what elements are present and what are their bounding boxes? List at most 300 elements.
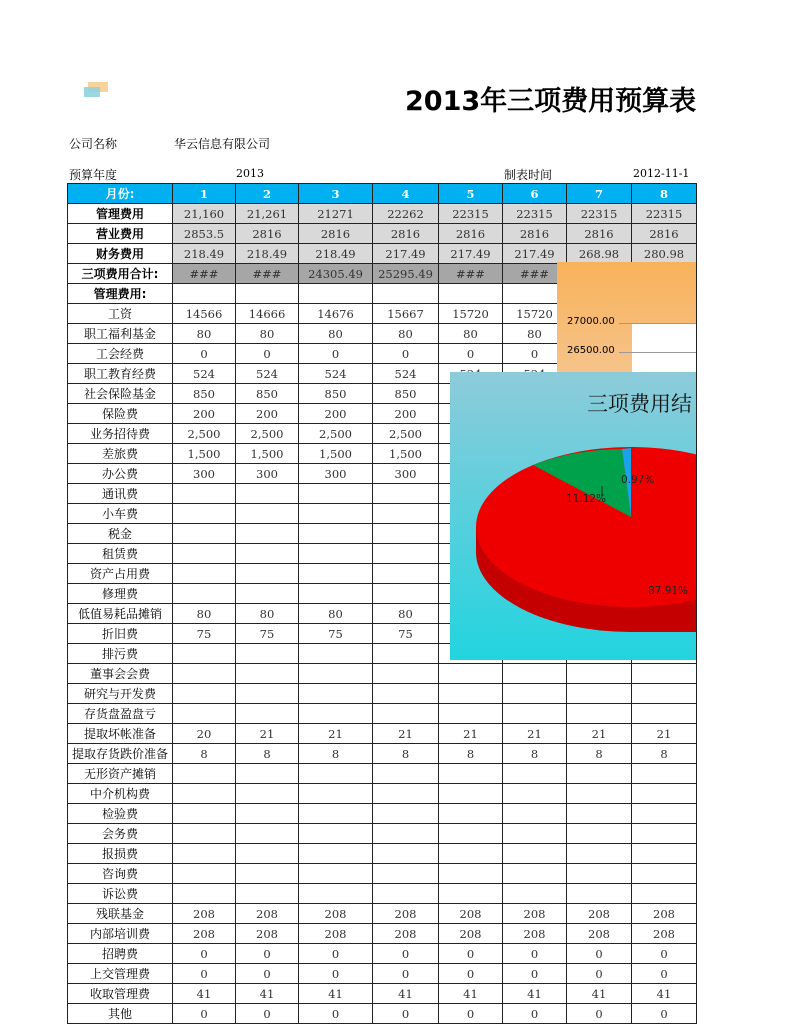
- cell[interactable]: [236, 684, 299, 704]
- cell[interactable]: 217.49: [503, 244, 567, 264]
- cell[interactable]: 2816: [439, 224, 503, 244]
- row-label[interactable]: 社会保险基金: [68, 384, 173, 404]
- cell[interactable]: 41: [236, 984, 299, 1004]
- row-label[interactable]: 资产占用费: [68, 564, 173, 584]
- cell[interactable]: [632, 764, 697, 784]
- cell[interactable]: [236, 844, 299, 864]
- cell[interactable]: [236, 544, 299, 564]
- cell[interactable]: 2816: [236, 224, 299, 244]
- row-label[interactable]: 修理费: [68, 584, 173, 604]
- cell[interactable]: 200: [373, 404, 439, 424]
- cell[interactable]: [567, 784, 632, 804]
- row-label[interactable]: 研究与开发费: [68, 684, 173, 704]
- cell[interactable]: 14676: [299, 304, 373, 324]
- cell[interactable]: 80: [439, 324, 503, 344]
- cell[interactable]: 80: [173, 324, 236, 344]
- cell[interactable]: 21: [236, 724, 299, 744]
- cell[interactable]: 2: [236, 184, 299, 204]
- row-label[interactable]: 排污费: [68, 644, 173, 664]
- cell[interactable]: 21: [373, 724, 439, 744]
- cell[interactable]: 8: [299, 744, 373, 764]
- cell[interactable]: [567, 704, 632, 724]
- cell[interactable]: 208: [236, 924, 299, 944]
- cell[interactable]: [632, 804, 697, 824]
- cell[interactable]: 75: [373, 624, 439, 644]
- cell[interactable]: [632, 844, 697, 864]
- cell[interactable]: 300: [173, 464, 236, 484]
- cell[interactable]: 208: [373, 924, 439, 944]
- year-value[interactable]: 2013: [236, 167, 264, 180]
- cell[interactable]: [439, 664, 503, 684]
- cell[interactable]: [236, 884, 299, 904]
- cell[interactable]: 2816: [299, 224, 373, 244]
- cell[interactable]: [173, 824, 236, 844]
- cell[interactable]: 75: [299, 624, 373, 644]
- cell[interactable]: [236, 704, 299, 724]
- cell[interactable]: [373, 484, 439, 504]
- cell[interactable]: [236, 564, 299, 584]
- cell[interactable]: [299, 864, 373, 884]
- cell[interactable]: 80: [173, 604, 236, 624]
- cell[interactable]: [236, 824, 299, 844]
- cell[interactable]: 21,261: [236, 204, 299, 224]
- cell[interactable]: 208: [439, 924, 503, 944]
- cell[interactable]: 850: [373, 384, 439, 404]
- cell[interactable]: 2816: [567, 224, 632, 244]
- cell[interactable]: 208: [503, 924, 567, 944]
- cell[interactable]: 7: [567, 184, 632, 204]
- row-label[interactable]: 存货盘盈盘亏: [68, 704, 173, 724]
- pie-chart[interactable]: [450, 372, 696, 660]
- cell[interactable]: 0: [503, 964, 567, 984]
- cell[interactable]: [632, 864, 697, 884]
- cell[interactable]: 41: [632, 984, 697, 1004]
- cell[interactable]: [373, 644, 439, 664]
- cell[interactable]: 300: [236, 464, 299, 484]
- cell[interactable]: 8: [373, 744, 439, 764]
- cell[interactable]: [503, 804, 567, 824]
- cell[interactable]: 8: [173, 744, 236, 764]
- cell[interactable]: [299, 684, 373, 704]
- cell[interactable]: [299, 504, 373, 524]
- cell[interactable]: [503, 704, 567, 724]
- cell[interactable]: [173, 484, 236, 504]
- cell[interactable]: [299, 804, 373, 824]
- cell[interactable]: 0: [373, 964, 439, 984]
- row-label[interactable]: 其他: [68, 1004, 173, 1024]
- cell[interactable]: 0: [503, 344, 567, 364]
- cell[interactable]: 268.98: [567, 244, 632, 264]
- cell[interactable]: [173, 704, 236, 724]
- row-label[interactable]: 残联基金: [68, 904, 173, 924]
- cell[interactable]: [236, 484, 299, 504]
- cell[interactable]: [567, 884, 632, 904]
- cell[interactable]: 14566: [173, 304, 236, 324]
- cell[interactable]: [299, 644, 373, 664]
- cell[interactable]: [373, 504, 439, 524]
- cell[interactable]: [373, 564, 439, 584]
- cell[interactable]: 75: [173, 624, 236, 644]
- cell[interactable]: 524: [236, 364, 299, 384]
- cell[interactable]: 21271: [299, 204, 373, 224]
- cell[interactable]: 20: [173, 724, 236, 744]
- row-label[interactable]: 月份:: [68, 184, 173, 204]
- cell[interactable]: [299, 784, 373, 804]
- cell[interactable]: 208: [299, 924, 373, 944]
- cell[interactable]: 21: [632, 724, 697, 744]
- cell[interactable]: 0: [503, 1004, 567, 1024]
- cell[interactable]: 0: [439, 1004, 503, 1024]
- row-label[interactable]: 提取存货跌价准备: [68, 744, 173, 764]
- cell[interactable]: [373, 884, 439, 904]
- cell[interactable]: 0: [236, 1004, 299, 1024]
- cell[interactable]: 218.49: [299, 244, 373, 264]
- cell[interactable]: 6: [503, 184, 567, 204]
- row-label[interactable]: 营业费用: [68, 224, 173, 244]
- cell[interactable]: [503, 824, 567, 844]
- row-label[interactable]: 三项费用合计:: [68, 264, 173, 284]
- cell[interactable]: 22315: [503, 204, 567, 224]
- cell[interactable]: 41: [373, 984, 439, 1004]
- cell[interactable]: [236, 664, 299, 684]
- row-label[interactable]: 咨询费: [68, 864, 173, 884]
- cell[interactable]: 1,500: [299, 444, 373, 464]
- cell[interactable]: [173, 844, 236, 864]
- cell[interactable]: [299, 704, 373, 724]
- cell[interactable]: 80: [373, 604, 439, 624]
- cell[interactable]: 850: [173, 384, 236, 404]
- cell[interactable]: [373, 764, 439, 784]
- cell[interactable]: 2816: [503, 224, 567, 244]
- cell[interactable]: [173, 544, 236, 564]
- row-label[interactable]: 租赁费: [68, 544, 173, 564]
- cell[interactable]: [236, 584, 299, 604]
- cell[interactable]: [439, 764, 503, 784]
- cell[interactable]: [439, 684, 503, 704]
- row-label[interactable]: 财务费用: [68, 244, 173, 264]
- cell[interactable]: 21: [439, 724, 503, 744]
- row-label[interactable]: 工会经费: [68, 344, 173, 364]
- cell[interactable]: 41: [173, 984, 236, 1004]
- cell[interactable]: 0: [632, 964, 697, 984]
- cell[interactable]: 4: [373, 184, 439, 204]
- cell[interactable]: [503, 684, 567, 704]
- cell[interactable]: 80: [236, 604, 299, 624]
- cell[interactable]: [173, 504, 236, 524]
- cell[interactable]: 41: [439, 984, 503, 1004]
- cell[interactable]: [373, 824, 439, 844]
- row-label[interactable]: 保险费: [68, 404, 173, 424]
- cell[interactable]: 208: [567, 904, 632, 924]
- cell[interactable]: [299, 284, 373, 304]
- cell[interactable]: [567, 824, 632, 844]
- cell[interactable]: [632, 704, 697, 724]
- cell[interactable]: [632, 684, 697, 704]
- cell[interactable]: [236, 784, 299, 804]
- cell[interactable]: 0: [439, 944, 503, 964]
- cell[interactable]: 41: [503, 984, 567, 1004]
- cell[interactable]: 0: [299, 944, 373, 964]
- cell[interactable]: 8: [632, 184, 697, 204]
- cell[interactable]: [299, 764, 373, 784]
- cell[interactable]: [439, 704, 503, 724]
- cell[interactable]: 0: [236, 944, 299, 964]
- cell[interactable]: [173, 864, 236, 884]
- cell[interactable]: 5: [439, 184, 503, 204]
- cell[interactable]: 1,500: [236, 444, 299, 464]
- cell[interactable]: [236, 524, 299, 544]
- row-label[interactable]: 内部培训费: [68, 924, 173, 944]
- row-label[interactable]: 管理费用: [68, 204, 173, 224]
- cell[interactable]: 8: [236, 744, 299, 764]
- cell[interactable]: 2816: [632, 224, 697, 244]
- cell[interactable]: 0: [373, 344, 439, 364]
- cell[interactable]: 2853.5: [173, 224, 236, 244]
- row-label[interactable]: 职工教育经费: [68, 364, 173, 384]
- cell[interactable]: ###: [439, 264, 503, 284]
- row-label[interactable]: 提取坏帐准备: [68, 724, 173, 744]
- cell[interactable]: [236, 504, 299, 524]
- cell[interactable]: [299, 564, 373, 584]
- row-label[interactable]: 办公费: [68, 464, 173, 484]
- cell[interactable]: 2,500: [299, 424, 373, 444]
- cell[interactable]: [373, 704, 439, 724]
- cell[interactable]: 218.49: [236, 244, 299, 264]
- cell[interactable]: [503, 884, 567, 904]
- cell[interactable]: 208: [173, 924, 236, 944]
- cell[interactable]: [632, 784, 697, 804]
- row-label[interactable]: 差旅费: [68, 444, 173, 464]
- cell[interactable]: [236, 644, 299, 664]
- cell[interactable]: 208: [567, 924, 632, 944]
- cell[interactable]: 208: [173, 904, 236, 924]
- row-label[interactable]: 无形资产摊销: [68, 764, 173, 784]
- cell[interactable]: 2,500: [236, 424, 299, 444]
- cell[interactable]: 0: [173, 944, 236, 964]
- cell[interactable]: [299, 884, 373, 904]
- cell[interactable]: 41: [299, 984, 373, 1004]
- cell[interactable]: [567, 764, 632, 784]
- cell[interactable]: 21: [299, 724, 373, 744]
- cell[interactable]: [503, 784, 567, 804]
- cell[interactable]: 524: [173, 364, 236, 384]
- cell[interactable]: 15720: [503, 304, 567, 324]
- row-label[interactable]: 低值易耗品摊销: [68, 604, 173, 624]
- cell[interactable]: 80: [299, 324, 373, 344]
- cell[interactable]: 1,500: [173, 444, 236, 464]
- row-label[interactable]: 董事会会费: [68, 664, 173, 684]
- cell[interactable]: [373, 804, 439, 824]
- cell[interactable]: 300: [299, 464, 373, 484]
- cell[interactable]: 0: [173, 344, 236, 364]
- row-label[interactable]: 上交管理费: [68, 964, 173, 984]
- cell[interactable]: [299, 844, 373, 864]
- cell[interactable]: 21,160: [173, 204, 236, 224]
- cell[interactable]: [299, 484, 373, 504]
- row-label[interactable]: 会务费: [68, 824, 173, 844]
- cell[interactable]: [373, 684, 439, 704]
- row-label[interactable]: 收取管理费: [68, 984, 173, 1004]
- cell[interactable]: 0: [299, 344, 373, 364]
- cell[interactable]: 208: [373, 904, 439, 924]
- cell[interactable]: [373, 844, 439, 864]
- cell[interactable]: 80: [236, 324, 299, 344]
- cell[interactable]: 21: [503, 724, 567, 744]
- cell[interactable]: 208: [439, 904, 503, 924]
- cell[interactable]: 208: [632, 924, 697, 944]
- cell[interactable]: 0: [173, 1004, 236, 1024]
- cell[interactable]: [173, 564, 236, 584]
- cell[interactable]: 80: [299, 604, 373, 624]
- cell[interactable]: [236, 764, 299, 784]
- cell[interactable]: 3: [299, 184, 373, 204]
- cell[interactable]: 1,500: [373, 444, 439, 464]
- cell[interactable]: 208: [632, 904, 697, 924]
- cell[interactable]: 208: [299, 904, 373, 924]
- cell[interactable]: [373, 664, 439, 684]
- cell[interactable]: [299, 524, 373, 544]
- cell[interactable]: [439, 824, 503, 844]
- cell[interactable]: 22315: [439, 204, 503, 224]
- cell[interactable]: [299, 664, 373, 684]
- cell[interactable]: 0: [299, 964, 373, 984]
- cell[interactable]: [373, 284, 439, 304]
- cell[interactable]: [503, 844, 567, 864]
- cell[interactable]: [173, 764, 236, 784]
- row-label[interactable]: 诉讼费: [68, 884, 173, 904]
- cell[interactable]: 0: [632, 944, 697, 964]
- cell[interactable]: [173, 804, 236, 824]
- bar-chart[interactable]: [557, 262, 696, 372]
- row-label[interactable]: 职工福利基金: [68, 324, 173, 344]
- cell[interactable]: 200: [236, 404, 299, 424]
- cell[interactable]: [439, 784, 503, 804]
- cell[interactable]: 0: [236, 964, 299, 984]
- cell[interactable]: [173, 284, 236, 304]
- cell[interactable]: [439, 884, 503, 904]
- cell[interactable]: 22315: [632, 204, 697, 224]
- cell[interactable]: [173, 644, 236, 664]
- cell[interactable]: 2,500: [373, 424, 439, 444]
- cell[interactable]: 217.49: [373, 244, 439, 264]
- cell[interactable]: 21: [567, 724, 632, 744]
- cell[interactable]: 8: [503, 744, 567, 764]
- cell[interactable]: 0: [299, 1004, 373, 1024]
- cell[interactable]: 8: [632, 744, 697, 764]
- cell[interactable]: 0: [567, 1004, 632, 1024]
- row-label[interactable]: 招聘费: [68, 944, 173, 964]
- cell[interactable]: [373, 544, 439, 564]
- cell[interactable]: 14666: [236, 304, 299, 324]
- cell[interactable]: [567, 804, 632, 824]
- cell[interactable]: [439, 864, 503, 884]
- cell[interactable]: [173, 524, 236, 544]
- cell[interactable]: [373, 524, 439, 544]
- cell[interactable]: [299, 584, 373, 604]
- cell[interactable]: [373, 864, 439, 884]
- cell[interactable]: 300: [373, 464, 439, 484]
- row-label[interactable]: 中介机构费: [68, 784, 173, 804]
- cell[interactable]: 850: [236, 384, 299, 404]
- cell[interactable]: 8: [567, 744, 632, 764]
- cell[interactable]: 0: [439, 964, 503, 984]
- cell[interactable]: [567, 664, 632, 684]
- cell[interactable]: [503, 664, 567, 684]
- row-label[interactable]: 通讯费: [68, 484, 173, 504]
- cell[interactable]: [236, 284, 299, 304]
- cell[interactable]: 75: [236, 624, 299, 644]
- cell[interactable]: 80: [503, 324, 567, 344]
- company-name[interactable]: 华云信息有限公司: [174, 137, 271, 151]
- cell[interactable]: [439, 804, 503, 824]
- cell[interactable]: [632, 884, 697, 904]
- cell[interactable]: [373, 584, 439, 604]
- cell[interactable]: 24305.49: [299, 264, 373, 284]
- cell[interactable]: ###: [236, 264, 299, 284]
- row-label[interactable]: 税金: [68, 524, 173, 544]
- row-label[interactable]: 小车费: [68, 504, 173, 524]
- row-label[interactable]: 管理费用:: [68, 284, 173, 304]
- row-label[interactable]: 工资: [68, 304, 173, 324]
- row-label[interactable]: 检验费: [68, 804, 173, 824]
- cell[interactable]: 25295.49: [373, 264, 439, 284]
- cell[interactable]: 208: [236, 904, 299, 924]
- cell[interactable]: 22315: [567, 204, 632, 224]
- cell[interactable]: [173, 784, 236, 804]
- cell[interactable]: [173, 884, 236, 904]
- cell[interactable]: 524: [373, 364, 439, 384]
- cell[interactable]: [299, 544, 373, 564]
- cell[interactable]: [503, 764, 567, 784]
- cell[interactable]: 80: [373, 324, 439, 344]
- cell[interactable]: ###: [503, 264, 567, 284]
- cell[interactable]: [567, 864, 632, 884]
- cell[interactable]: 0: [439, 344, 503, 364]
- row-label[interactable]: 业务招待费: [68, 424, 173, 444]
- cell[interactable]: [503, 864, 567, 884]
- cell[interactable]: [567, 844, 632, 864]
- cell[interactable]: [173, 664, 236, 684]
- cell[interactable]: [439, 844, 503, 864]
- cell[interactable]: [632, 664, 697, 684]
- row-label[interactable]: 报损费: [68, 844, 173, 864]
- cell[interactable]: [173, 584, 236, 604]
- cell[interactable]: 0: [236, 344, 299, 364]
- cell[interactable]: 0: [567, 964, 632, 984]
- cell[interactable]: 217.49: [439, 244, 503, 264]
- cell[interactable]: 1: [173, 184, 236, 204]
- cell[interactable]: [173, 684, 236, 704]
- cell[interactable]: 0: [632, 1004, 697, 1024]
- row-label[interactable]: 折旧费: [68, 624, 173, 644]
- cell[interactable]: 208: [503, 904, 567, 924]
- date-value[interactable]: 2012-11-1: [633, 167, 690, 180]
- cell[interactable]: [236, 864, 299, 884]
- cell[interactable]: 0: [503, 944, 567, 964]
- cell[interactable]: 0: [373, 944, 439, 964]
- cell[interactable]: 0: [373, 1004, 439, 1024]
- cell[interactable]: 15667: [373, 304, 439, 324]
- cell[interactable]: [299, 824, 373, 844]
- cell[interactable]: 850: [299, 384, 373, 404]
- cell[interactable]: ###: [173, 264, 236, 284]
- cell[interactable]: 524: [299, 364, 373, 384]
- cell[interactable]: [567, 684, 632, 704]
- cell[interactable]: 15720: [439, 304, 503, 324]
- cell[interactable]: 2,500: [173, 424, 236, 444]
- cell[interactable]: 0: [567, 944, 632, 964]
- cell[interactable]: 218.49: [173, 244, 236, 264]
